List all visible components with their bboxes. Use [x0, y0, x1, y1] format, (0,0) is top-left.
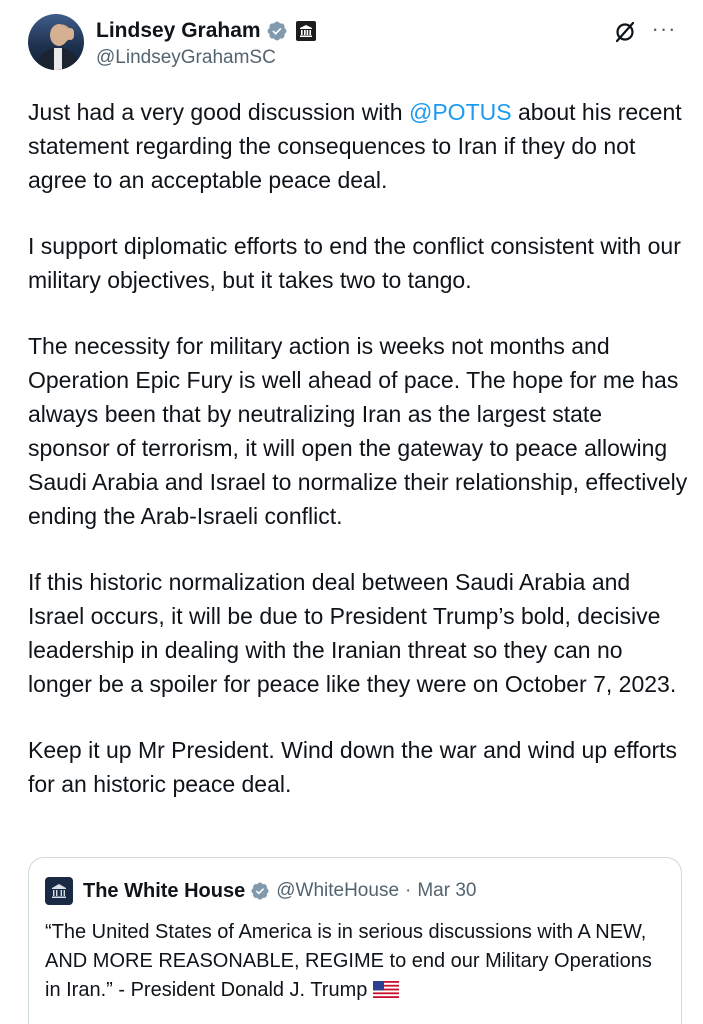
separator-dot: · — [405, 880, 412, 901]
tweet-paragraph-1 — [28, 95, 688, 197]
government-building-icon[interactable] — [296, 21, 316, 41]
author-display-name[interactable]: Lindsey Graham — [96, 19, 261, 42]
tweet-paragraph-2: I support diplomatic efforts to end the conflict consistent with our military objectives, but it takes two to tango. — [28, 233, 681, 293]
mention-link[interactable]: @POTUS — [408, 99, 512, 125]
quoted-tweet-date[interactable]: Mar 30 — [417, 880, 477, 901]
tweet-text-segment: about his recent statement regarding the consequences to Iran if they do not agree to an acceptable peace deal. — [28, 99, 682, 193]
tweet-text — [28, 95, 688, 833]
tweet-paragraph-5: Keep it up Mr President. Wind down the war and wind up efforts for an historic peace deal. — [28, 737, 678, 797]
quoted-tweet[interactable] — [28, 857, 682, 1024]
quoted-tweet-text — [45, 918, 665, 1005]
author-avatar[interactable] — [28, 14, 84, 70]
author-info — [96, 16, 316, 69]
verified-badge-icon — [250, 881, 270, 901]
author-name-row — [96, 16, 316, 46]
tweet-paragraph-3: The necessity for military action is weeks not months and Operation Epic Fury is well ahead of pace. The hope for me has always been that by neutralizing Iran as the largest state sponsor of terrorism, it will open the gateway to peace allowing Saudi Arabia and Israel to normalize their relationship, effectively ending the Arab-Israeli conflict. — [28, 333, 688, 529]
white-house-avatar[interactable] — [45, 877, 73, 905]
author-handle[interactable]: @LindseyGrahamSC — [96, 47, 276, 68]
quoted-author-name[interactable]: The White House — [83, 879, 246, 902]
grok-icon[interactable] — [613, 20, 637, 44]
more-options-icon[interactable]: ··· — [651, 16, 677, 41]
verified-badge-icon — [266, 20, 288, 42]
tweet-text-segment: Just had a very good discussion with — [28, 99, 409, 125]
us-flag-icon — [373, 981, 399, 998]
tweet-paragraph-4: If this historic normalization deal between Saudi Arabia and Israel occurs, it will be due to President Trump’s bold, decisive leadership in dealing with the Iranian threat so they can no longer be a spoiler for peace like they were on October 7, 2023. — [28, 569, 677, 697]
quoted-tweet-text-content: “The United States of America is in serious discussions with A NEW, AND MORE REASONABLE, REGIME to end our Military Operations in Iran.” - President Donald J. Trump — [45, 921, 652, 1001]
quoted-author-handle[interactable]: @WhiteHouse — [276, 880, 400, 901]
quoted-tweet-header — [45, 876, 665, 906]
tweet-header — [28, 14, 689, 78]
